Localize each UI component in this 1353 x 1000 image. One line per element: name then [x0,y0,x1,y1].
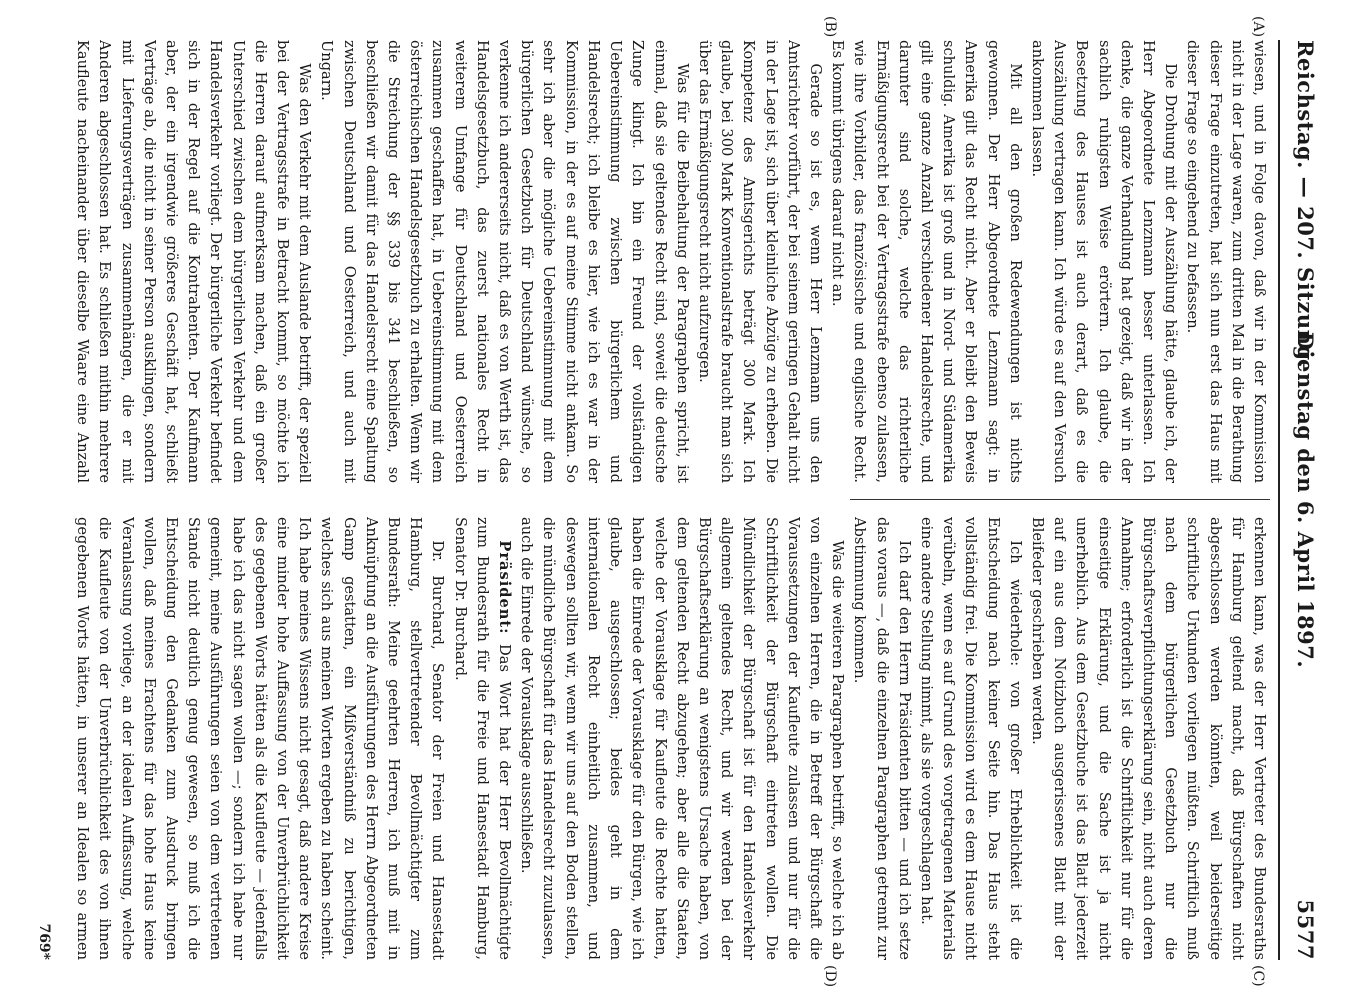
left-column [74,40,1270,483]
paragraph: erkennen kann, was der Herr Vertreter des Bundesraths für Hamburg geltend macht, daß Bürgschaften nicht abgeschlossen werden könnten, weil beiderseitige schriftliche Urkunden vorliegen müßten. Schriftlich muß nach dem bürgerlichen Gesetzbuch nur die Bürgschaftsverpflichtungserklärung sein, nicht auch deren Annahme; erforderlich ist die Schriftlichkeit nur für die einseitige Erklärung, und die Sache ist ja nicht unerheblich. Aus dem Gesetzbuche ist das Blatt jederzeit auf ein aus dem Notizbuch ausgerissenes Blatt mit der Bleifeder geschrieben werden. [1028,517,1268,960]
running-header [1284,40,1324,960]
margin-marker-b: (B) [822,16,838,38]
paragraph: Was den Verkehr mit dem Auslande betrifft, der speziell bei der Vertragsstrafe in Betracht kommt, so möchte ich die Herren darauf aufmerksam machen, daß ein großer Unterschied zwischen dem bürgerlichen Verkehr und dem Handelsverkehr vorliegt. Der bürgerliche Verkehr befindet sich in der Regel auf die Kontrahenten. Der Kaufmann aber, der ein irgendwie größeres Geschäft hat, schließt Verträge ab, die nicht in seiner Person ausklingen, sondern mit Lieferungsverträgen zusammenhängen, die er mit Anderen abgeschlossen hat. Es schließen mithin mehrere Kaufleute nacheinander über dieselbe Waare eine Anzahl [74,40,314,483]
right-column [74,517,1270,960]
paragraph: Gerade so ist es, wenn Herr Lenzmann uns den Amtsrichter vorführt, der bei seinem geringen Gehalt nicht in der Lage ist, sich über kleinliche Abzüge zu erheben. Die Kompetenz des Amtsgerichts beträgt 300 Mark. Ich glaube, bei 300 Mark Konventionalstrafe braucht man sich über das Ermäßigungsrecht nicht aufzuregen. [695,40,824,483]
paragraph: Dr. Burchard, Senator der Freien und Hansestadt Hamburg, stellvertretender Bevollmächtigter zum Bundesrath: Meine geehrten Herren, ich muß mit in Anknüpfung an die Ausführungen des Herrn Abgeordneten Gamp gestatten, ein Mißverständniß zu berichtigen, welches sich aus meinen Worten ergeben zu haben scheint. Ich habe meines Wissens nicht gesagt, daß andere Kreise eine minder hohe Auffassung von der Unverbrüchlichkeit des gegebenen Worts hätten als die Kaufleute — jedenfalls habe ich das nicht sagen wollen —; sondern ich habe nur gemeint, meine Ausführungen seien von dem vertretenen Stande nicht deutlich genug gewesen, so muß ich die Entscheidung den Gedanken zum Ausdruck bringen wollen, daß meines Erachtens für das hohe Haus keine Veranlassung vorliege, an der idealen Auffassung, welche die Kaufleute von der Unverbrüchlichkeit des von ihnen gegebenen Worts hätten, in unserer an Idealen so armen [74,517,447,960]
header-date: Dienstag den 6. April 1897. [1293,331,1318,669]
paragraph [448,517,515,960]
margin-marker-c: (C) [1250,965,1266,987]
printer-signature: 769* [36,923,52,960]
paragraph: wiesen, und in Folge davon, daß wir in der Kommission nicht in der Lage waren, zum dritten Mal in die Berathung dieser Frage einzutreten, hat sich nun erst das Haus mit dieser Frage so eingehend zu befassen. [1184,40,1268,483]
header-session: Reichstag. — 207. Sitzung. [1293,40,1318,369]
column-rule [850,499,1270,500]
margin-marker-d: (D) [822,965,838,988]
header-rule [1278,40,1280,960]
paragraph: Die Drohung mit der Auszählung hätte, glaube ich, der Herr Abgeordnete Lenzmann besser unterlassen. Ich denke, die ganze Verhandlung hat gezeigt, daß wir in der sachlich ruhigsten Weise erörtern. Ich glaube, die Besetzung des Hauses ist auch derart, daß es die Auszählung vertragen kann. Ich würde es auf den Versuch ankommen lassen. [1028,40,1180,483]
paragraph: Mit all den großen Redewendungen ist nichts gewonnen. Der Herr Abgeordnete Lenzmann sagt: in Amerika gilt das Recht nicht. Aber er bleibt den Beweis schuldig. Amerika ist groß und in Nord- und Südamerika gilt eine ganze Anzahl verschiedener Handelsrechte, und darunter sind solche, welche das richterliche Ermäßigungsrecht bei der Vertragsstrafe ebenso zulassen, wie ihre Vorbilder, das französische und englische Recht. Es kommt übrigens darauf nicht an. [829,40,1024,483]
speaker-name: Präsident: [496,540,514,635]
header-page-number: 5577 [1293,899,1318,960]
paragraph: Was für die Beibehaltung der Paragraphen spricht, ist einmal, daß sie geltendes Recht sind, soweit die deutsche Zunge klingt. Ich bin ein Freund der vollständigen Uebereinstimmung zwischen bürgerlichem und Handelsrecht; ich bleibe es hier, wie ich es war in der Kommission, in der es auf meine Stimme nicht ankam. So sehr ich aber die mögliche Uebereinstimmung mit dem bürgerlichen Gesetzbuch für Deutschland wünsche, so verkenne ich andererseits nicht, daß es von Werth ist, das Handelsgesetzbuch, das zuerst nationales Recht in weiterem Umfange für Deutschland und Oesterreich zusammen geschaffen hat, in Uebereinstimmung mit dem österreichischen Handelsgesetzbuch zu erhalten. Wenn wir die Streichung der §§ 339 bis 341 beschließen, so beschließen wir damit für das Handelsrecht eine Spaltung zwischen Deutschland und Oesterreich, und auch mit Ungarn. [318,40,691,483]
paragraph: Was die weiteren Paragraphen betrifft, so welche ich ab von einzelnen Herren, die in Betreff der Bürgschaft die Voraussetzungen der Kaufleute zulassen und nur für die Schriftlichkeit der Bürgschaft eintreten wollen. Die Mündlichkeit der Bürgschaft ist für den Handelsverkehr allgemein geltendes Recht, und wir werden bei der Bürgschaftserklärung an wenigstens Ursache haben, von dem geltenden Recht abzugehen; aber alle die Staaten, welche der Vorausklage für Kaufleute die Rechte hatten, haben die Einrede der Vorausklage für den Bürgen, wie ich glaube, ausgeschlossen; beides geht in dem internationalen Recht einheitlich zusammen, und deswegen sollten wir, wenn wir uns auf den Boden stellen, die mündliche Bürgschaft für das Handelsrecht zuzulassen, auch die Einrede der Vorausklage ausschließen. [518,517,847,960]
paragraph: Ich darf den Herrn Präsidenten bitten — und ich setze das voraus —, daß die einzelnen Paragraphen getrennt zur Abstimmung kommen. [851,517,913,960]
margin-marker-a: (A) [1250,16,1266,38]
paragraph-text: Das Wort hat der Herr Bevollmächtigte zum Bundesrath für die Freie und Hansestadt Hamburg, Senator Dr. Burchard. [451,517,514,960]
scanned-page [2,0,1332,1000]
paragraph: Ich wiederhole: von großer Erheblichkeit ist die Entscheidung nach keiner Seite hin. Das Haus steht vollständig frei. Die Kommission wird es dem Hause nicht verübeln, wenn es auf Grund des vorgetragenen Materials eine andere Stellung nimmt, als sie vorgeschlagen hat. [917,517,1024,960]
